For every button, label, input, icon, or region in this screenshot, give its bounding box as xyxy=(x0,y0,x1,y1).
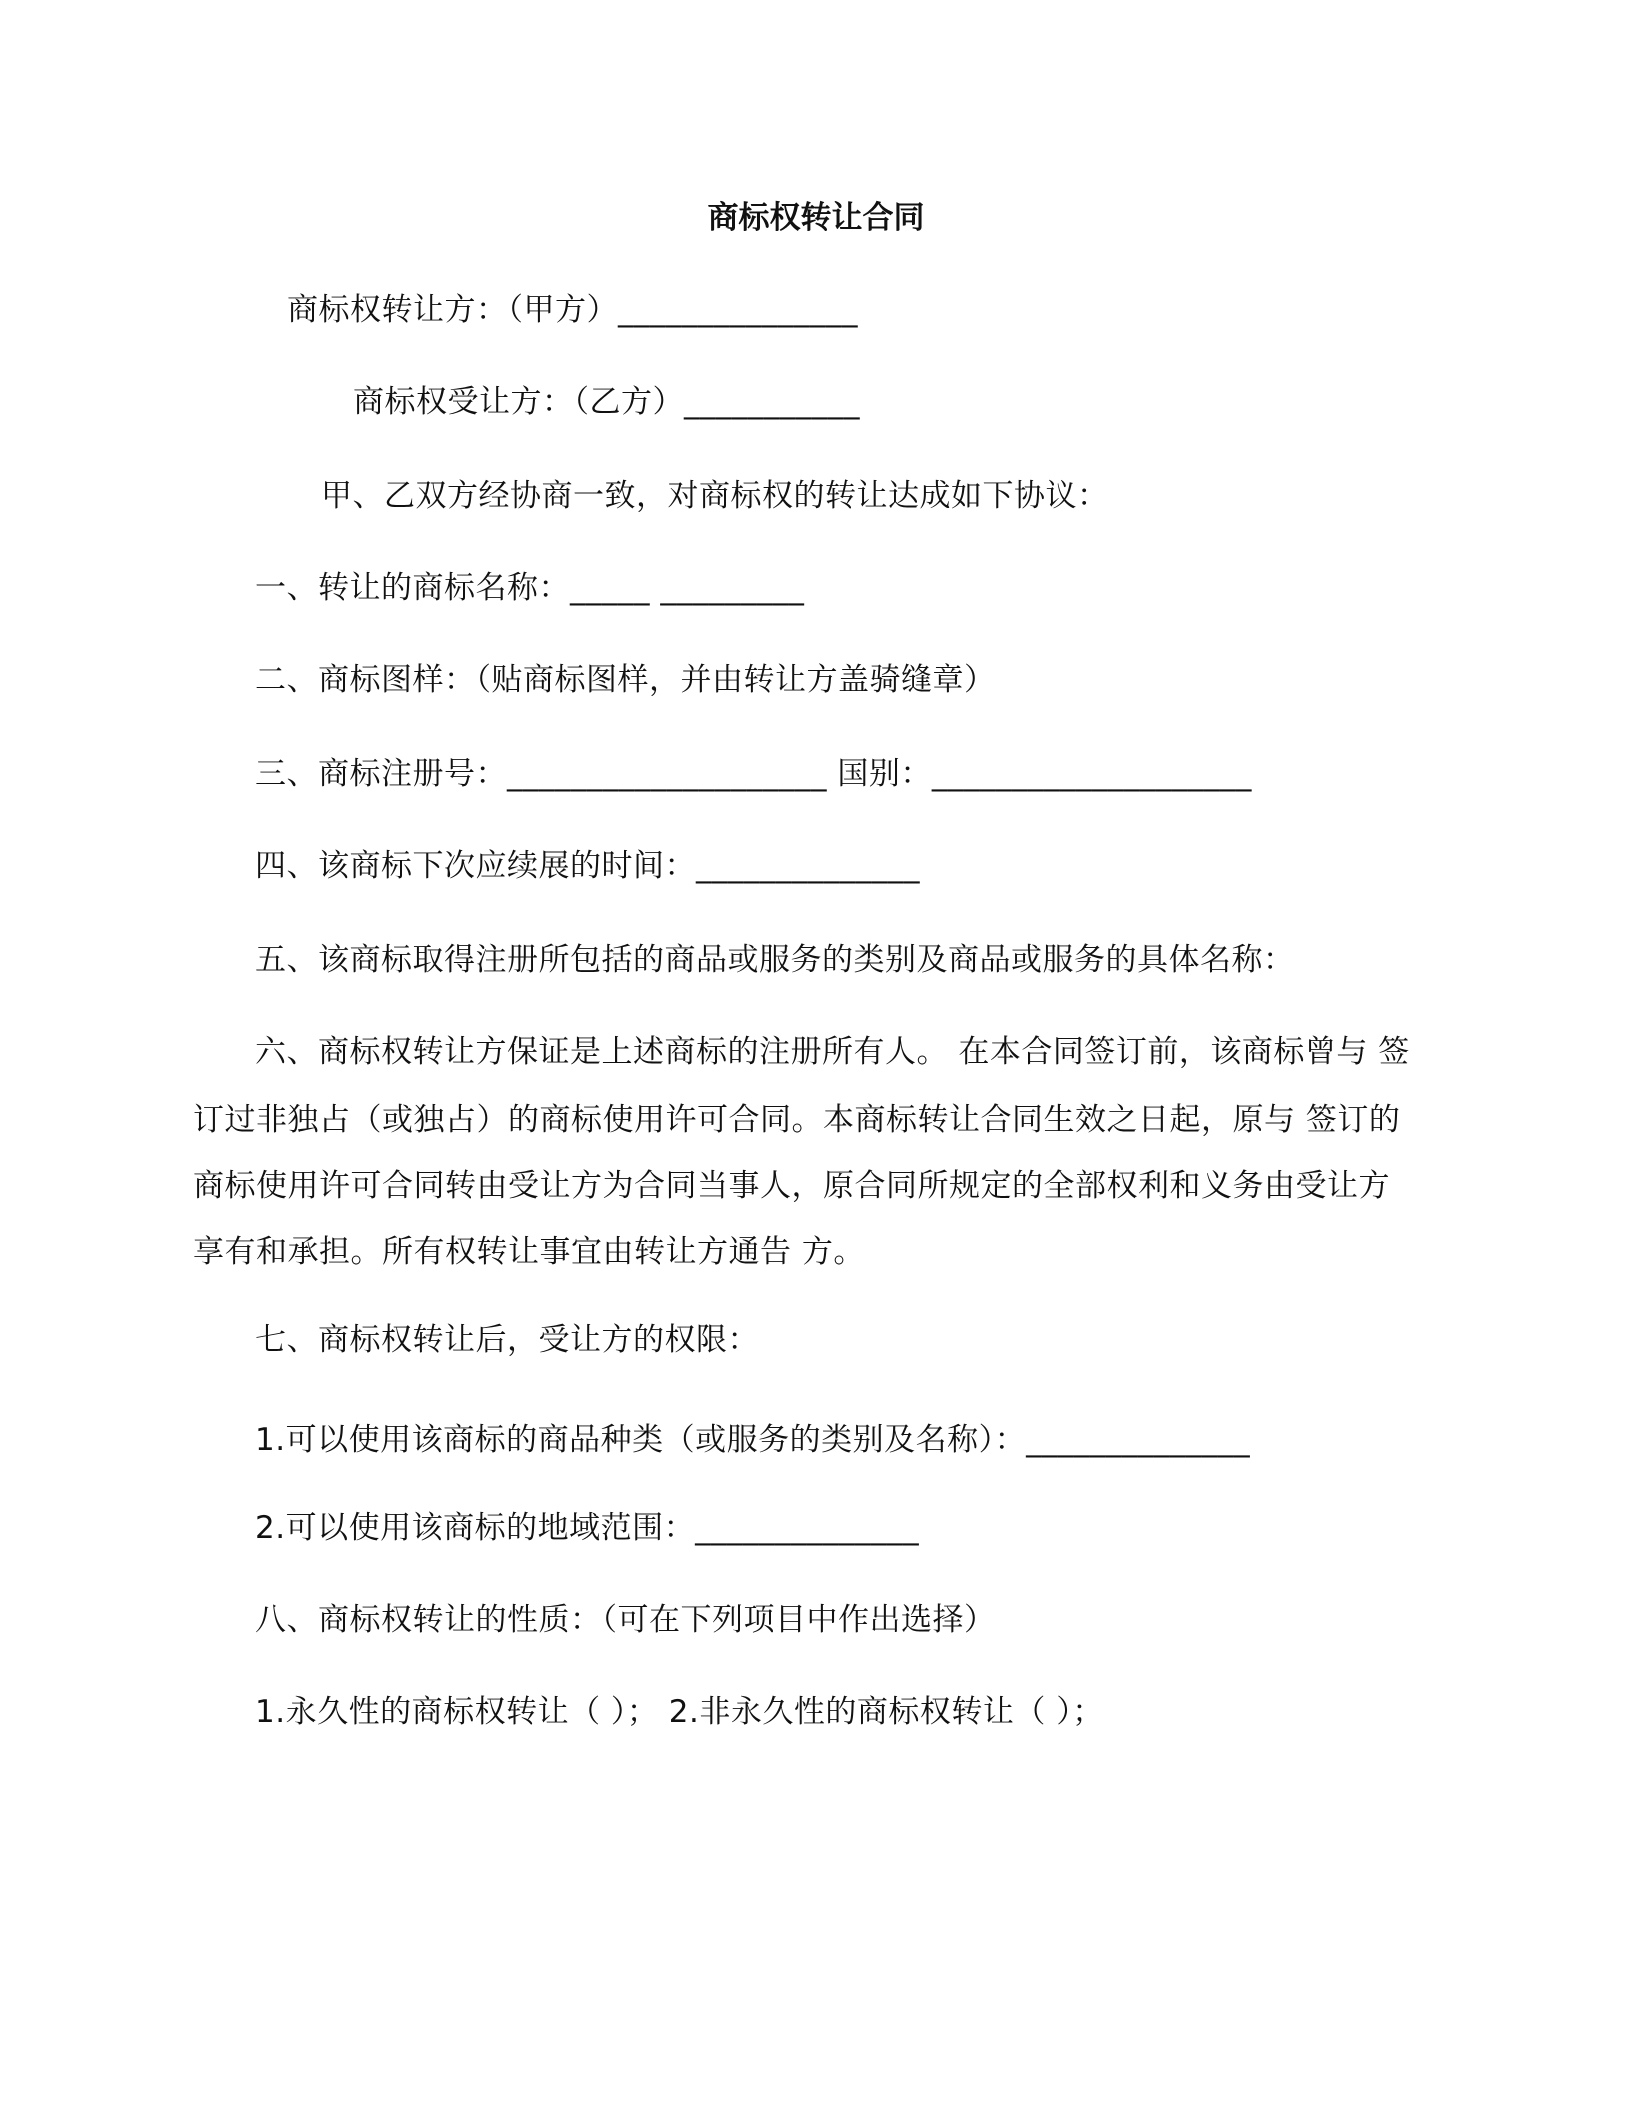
clause-7-1: 1.可以使用该商标的商品种类（或服务的类别及名称）：______________ xyxy=(255,1422,1251,1458)
clause-8-options: 1.永久性的商标权转让（ ）； 2.非永久性的商标权转让（ ）； xyxy=(255,1694,1104,1730)
clause-3: 三、商标注册号：____________________ 国别：____________________ xyxy=(255,756,1252,792)
clause-6-line-4: 享有和承担。所有权转让事宜由转让方通告 方。 xyxy=(193,1234,865,1270)
document-title: 商标权转让合同 xyxy=(707,200,925,236)
party-b-line: 商标权受让方：（乙方）___________ xyxy=(353,384,860,420)
clause-4: 四、该商标下次应续展的时间：______________ xyxy=(255,848,920,884)
clause-6-line-3: 商标使用许可合同转由受让方为合同当事人，原合同所规定的全部权利和义务由受让方 xyxy=(193,1168,1390,1204)
clause-6-line-1: 六、商标权转让方保证是上述商标的注册所有人。 在本合同签订前，该商标曾与 签 xyxy=(255,1034,1410,1070)
clause-7-2: 2.可以使用该商标的地域范围：______________ xyxy=(255,1510,920,1546)
intro-line: 甲、乙双方经协商一致，对商标权的转让达成如下协议： xyxy=(321,478,1109,514)
clause-7: 七、商标权转让后，受让方的权限： xyxy=(255,1322,759,1358)
party-a-line: 商标权转让方：（甲方）_______________ xyxy=(287,292,858,328)
clause-2: 二、商标图样：（贴商标图样，并由转让方盖骑缝章） xyxy=(255,662,996,698)
clause-6-line-2: 订过非独占（或独占）的商标使用许可合同。本商标转让合同生效之日起，原与 签订的 xyxy=(193,1102,1401,1138)
clause-8: 八、商标权转让的性质：（可在下列项目中作出选择） xyxy=(255,1602,996,1638)
clause-5: 五、该商标取得注册所包括的商品或服务的类别及商品或服务的具体名称： xyxy=(255,942,1295,978)
clause-1: 一、转让的商标名称：_____ _________ xyxy=(255,570,805,606)
